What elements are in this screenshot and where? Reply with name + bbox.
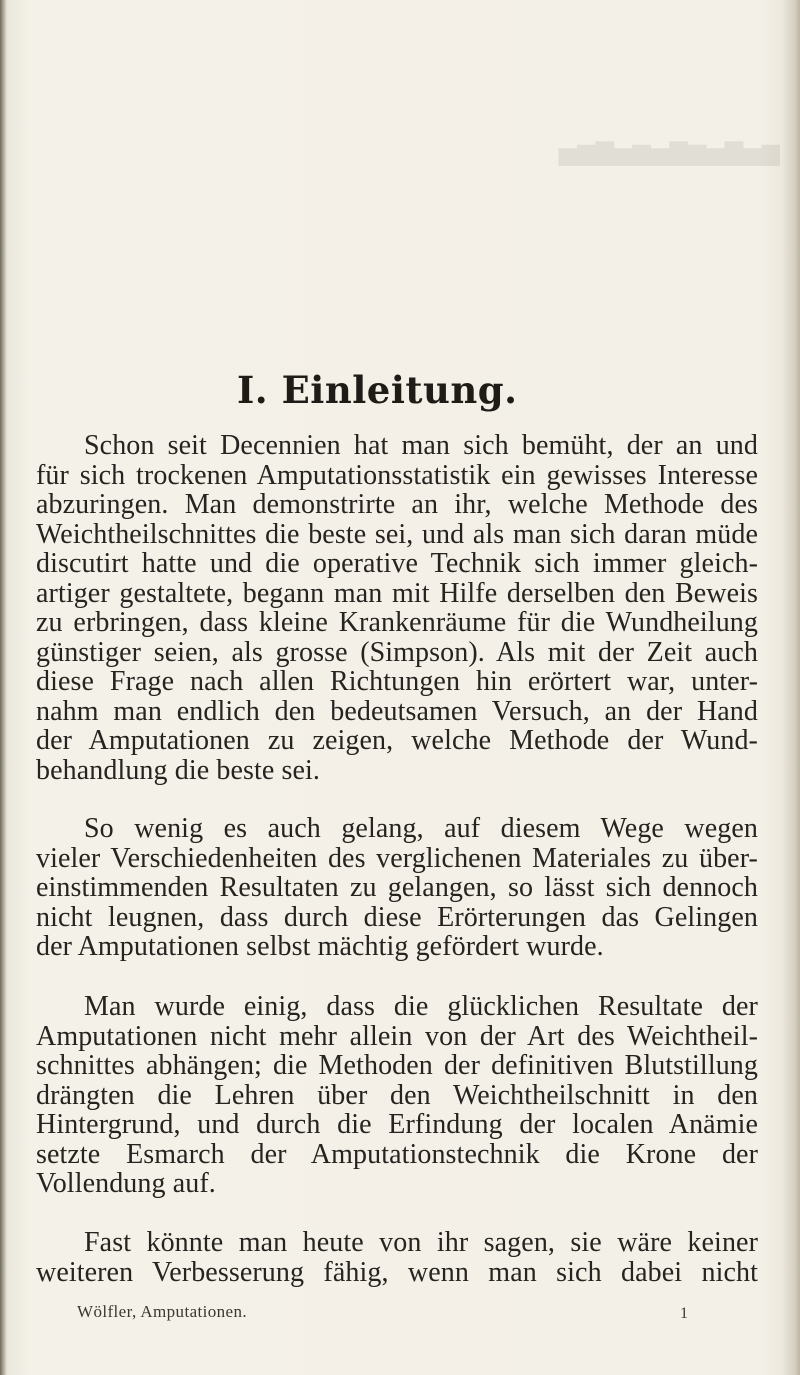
running-title: Wölfler, Amputationen. bbox=[77, 1302, 248, 1321]
paragraph-line: artiger gestaltete, begann man mit Hilfe derselben den Beweis bbox=[36, 577, 758, 609]
paragraph-line: Schon seit Decennien hat man sich bemüht, der an und bbox=[84, 430, 758, 461]
paragraph-line: drängten die Lehren über den Weichtheilschnitt in den bbox=[36, 1079, 758, 1111]
paragraph-line: weiteren Verbesserung fähig, wenn man sich dabei nicht bbox=[36, 1256, 758, 1288]
paragraph-line: Man wurde einig, dass die glücklichen Resultate der bbox=[84, 991, 758, 1022]
paragraph-line: behandlung die beste sei. bbox=[36, 754, 320, 786]
paragraph-line: für sich trockenen Amputationsstatistik ein gewisses Interesse bbox=[36, 459, 758, 491]
paragraph-line: der Amputationen selbst mächtig gefördert wurde. bbox=[36, 931, 604, 962]
paragraph-line: Amputationen nicht mehr allein von der Art des Weichtheil- bbox=[36, 1020, 758, 1052]
paragraph-line: nahm man endlich den bedeutsamen Versuch, an der Hand bbox=[36, 695, 758, 727]
paragraph-line: setzte Esmarch der Amputationstechnik die Krone der bbox=[36, 1138, 758, 1170]
paragraph-line: einstimmenden Resultaten zu gelangen, so lässt sich dennoch bbox=[36, 872, 758, 903]
show-through-texture: ▆▅▇▅▆▇▅▆▅▇▆▅ bbox=[558, 138, 780, 166]
paragraph-line: abzuringen. Man demonstrirte an ihr, welche Methode des bbox=[36, 489, 758, 520]
paragraph-line: zu erbringen, dass kleine Krankenräume für die Wundheilung bbox=[36, 607, 758, 638]
paragraph-2 bbox=[36, 814, 758, 962]
paragraph-line: Fast könnte man heute von ihr sagen, sie wäre keiner bbox=[84, 1227, 758, 1258]
page-gutter-shadow bbox=[0, 0, 7, 1375]
paragraph-line: nicht leugnen, dass durch diese Erörterungen das Gelingen bbox=[36, 901, 758, 933]
paragraph-line: discutirt hatte und die operative Technik sich immer gleich- bbox=[36, 548, 758, 579]
paragraph-line: Vollendung auf. bbox=[36, 1168, 216, 1199]
page-edge-shadow bbox=[782, 0, 800, 1375]
paragraph-line: günstiger seien, als grosse (Simpson). Als mit der Zeit auch bbox=[36, 636, 758, 668]
signature-mark: 1 bbox=[680, 1305, 688, 1322]
paragraph-line: diese Frage nach allen Richtungen hin erörtert war, unter- bbox=[36, 666, 758, 697]
paragraph-4 bbox=[36, 1228, 758, 1287]
paragraph-line: vieler Verschiedenheiten des verglichenen Materiales zu über- bbox=[36, 842, 758, 874]
paragraph-line: Hintergrund, und durch die Erfindung der localen Anämie bbox=[36, 1109, 758, 1140]
paragraph-line: So wenig es auch gelang, auf diesem Wege wegen bbox=[84, 813, 758, 844]
paragraph-line: schnittes abhängen; die Methoden der definitiven Blutstillung bbox=[36, 1050, 758, 1081]
paragraph-line: der Amputationen zu zeigen, welche Methode der Wund- bbox=[36, 725, 758, 756]
chapter-heading: I. Einleitung. bbox=[237, 368, 518, 412]
paragraph-3 bbox=[36, 992, 758, 1199]
paragraph-1 bbox=[36, 431, 758, 785]
paragraph-line: Weichtheilschnittes die beste sei, und als man sich daran müde bbox=[36, 518, 758, 550]
